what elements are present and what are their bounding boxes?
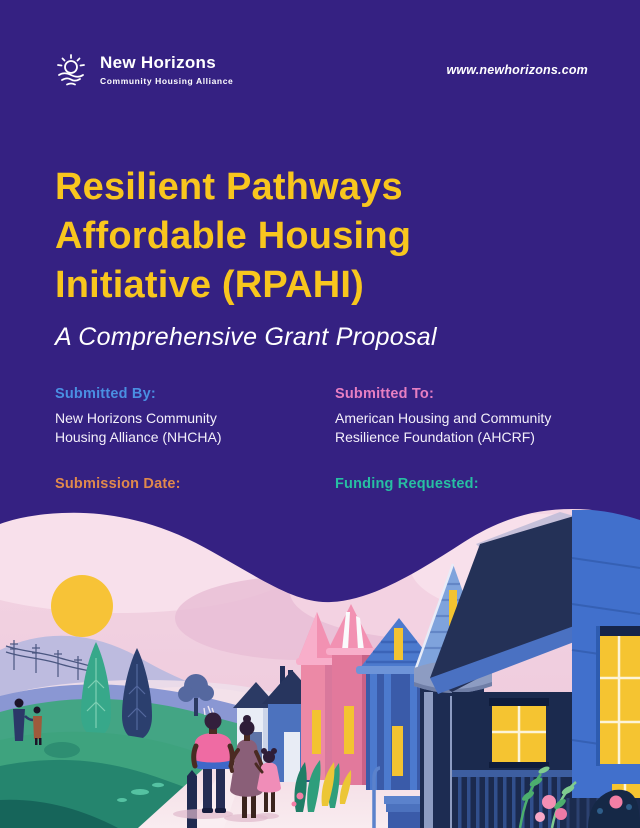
field-submitted-to	[335, 386, 615, 447]
sun	[51, 575, 113, 637]
fence-post	[187, 770, 197, 828]
field-label: Submitted By:	[55, 386, 156, 402]
field-value: American Housing and Community Resilience Foundation (AHCRF)	[335, 410, 552, 445]
brand-tagline: Community Housing Alliance	[100, 75, 234, 86]
proposal-details	[55, 386, 615, 518]
website-link[interactable]: www.newhorizons.com	[446, 63, 588, 77]
field-submitted-by	[55, 386, 335, 447]
neighborhood-scene	[0, 500, 640, 828]
field-label: Submitted To:	[335, 386, 434, 402]
brand-logo	[52, 50, 233, 88]
page-subtitle: A Comprehensive Grant Proposal	[55, 323, 437, 351]
field-label: Funding Requested:	[335, 476, 479, 492]
brand-name: New Horizons	[100, 52, 217, 72]
right-house-wall	[560, 510, 640, 828]
brand-text	[100, 53, 233, 86]
field-label: Submission Date:	[55, 476, 181, 492]
hero-section	[55, 163, 600, 352]
sunrise-icon	[52, 50, 90, 88]
page-title: Resilient Pathways Affordable Housing Initiative (RPAHI)	[55, 166, 412, 306]
header	[52, 50, 588, 88]
field-value: New Horizons Community Housing Alliance (NHCHA)	[55, 410, 222, 445]
neighborhood-illustration	[0, 500, 640, 828]
